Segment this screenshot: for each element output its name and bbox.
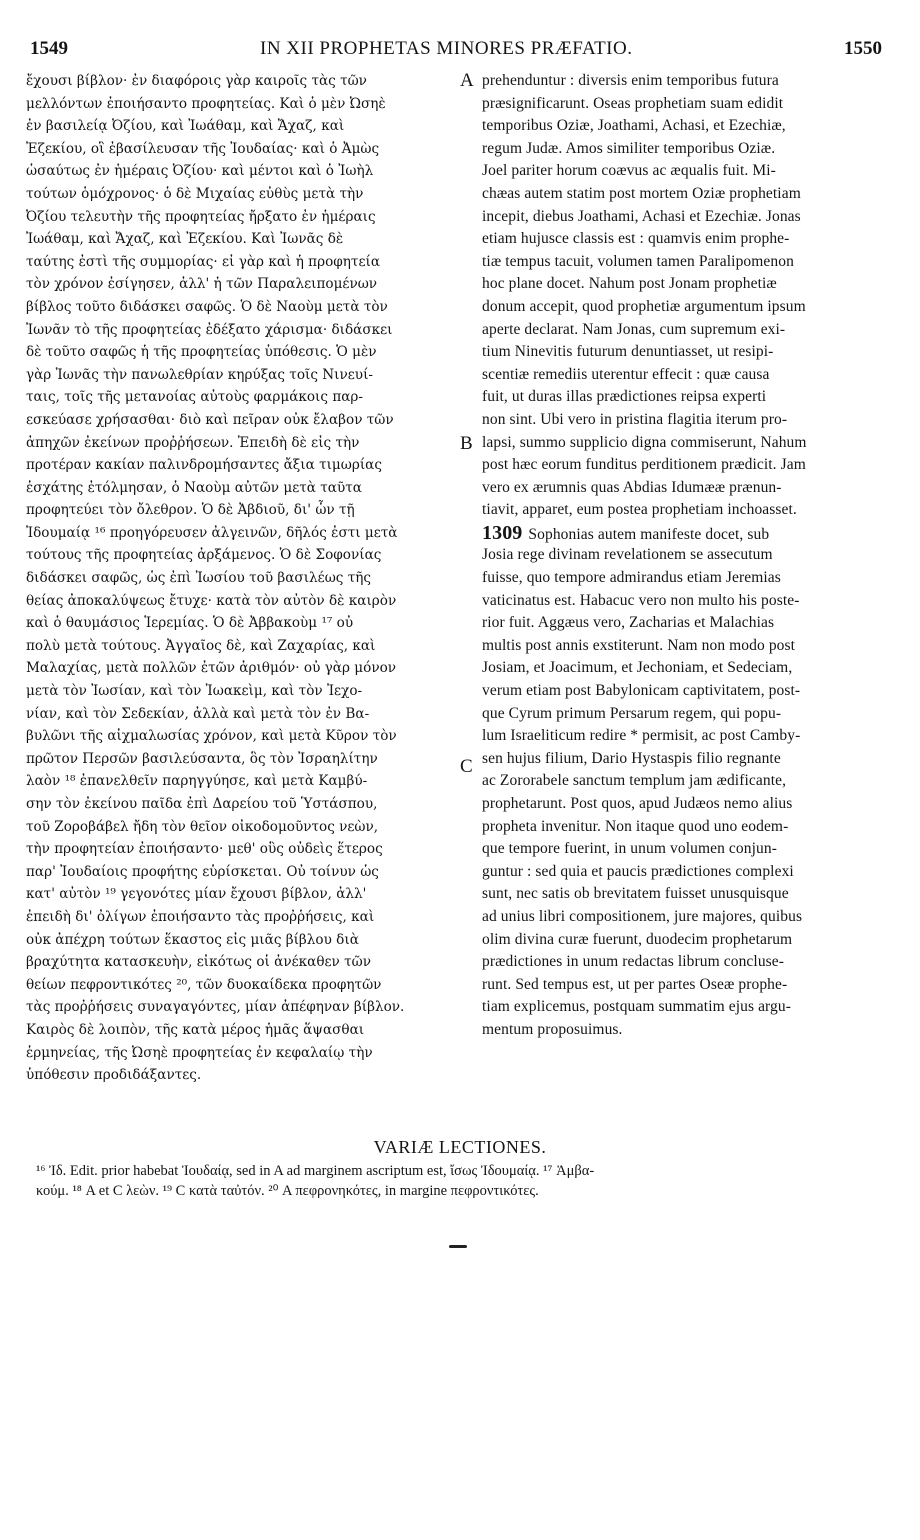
- latin-line: chæas autem statim post mortem Oziæ prophetiam: [482, 184, 801, 202]
- latin-line: guntur : sed quia et paucis prædictiones complexi: [482, 862, 794, 880]
- latin-line: tiam explicemus, postquam summatim ejus argu-: [482, 998, 791, 1016]
- latin-line: Josiam, et Joacimum, et Jechoniam, et Sedeciam,: [482, 659, 793, 677]
- page-number-right: 1550: [844, 38, 882, 59]
- greek-line: Ἰωάθαμ, καὶ Ἄχαζ, καὶ Ἐζεκίου. Καὶ Ἰωνᾶς δὲ: [26, 231, 344, 248]
- greek-line: δὲ τοῦτο σαφῶς ἡ τῆς προφητείας ὑπόθεσις. Ὁ μὲν: [26, 344, 377, 361]
- latin-line: ac Zororabele sanctum templum jam ædificante,: [482, 772, 787, 790]
- latin-line: tiavit, apparet, eum postea prophetiam inchoasset.: [482, 501, 797, 519]
- greek-line: σην τὸν ἐκείνου παῖδα ἐπὶ Δαρείου τοῦ Ὑστάσπου,: [26, 796, 378, 812]
- greek-line: πρῶτον Περσῶν βασιλεύσαντα, ὃς τὸν Ἰσραηλίτην: [26, 750, 378, 767]
- latin-line-text: Sophonias autem manifeste docet, sub: [528, 525, 770, 543]
- latin-line: multis post annis exstiterunt. Nam non modo post: [482, 636, 796, 654]
- latin-line: olim divina curæ fuerunt, duodecim prophetarum: [482, 930, 793, 948]
- running-title: IN XII PROPHETAS MINORES PRÆFATIO.: [260, 38, 633, 59]
- greek-line: Ἐζεκίου, οἳ ἐβασίλευσαν τῆς Ἰουδαίας· καὶ ὁ Ἀμὼς: [26, 140, 380, 157]
- greek-line: θείων πεφροντικότες ²⁰, τῶν δυοκαίδεκα προφητῶν: [26, 976, 382, 993]
- greek-line: τὴν προφητείαν ἐποιήσαντο· μεθ' οὓς οὐδεὶς ἕτερος: [26, 841, 383, 858]
- latin-line: præsignificarunt. Oseas prophetiam suam edidit: [482, 94, 784, 112]
- latin-line: que tempore fuerint, in unum volumen conjun-: [482, 840, 777, 858]
- latin-line: tium Ninevitis futurum denuntiasset, ut resipi-: [482, 343, 774, 361]
- greek-line: τὸν χρόνον ἐσίγησεν, ἀλλ' ἡ τῶν Παραλειπομένων: [26, 276, 378, 293]
- latin-line: fuit, ut duras illas prædictiones reipsa experti: [482, 388, 767, 406]
- latin-line: regum Judæ. Amos similiter temporibus Oziæ.: [482, 139, 776, 157]
- latin-line: prædictiones in unum redactas librum concluse-: [482, 953, 785, 971]
- greek-line: ἑρμηνείας, τῆς Ὠσηὲ προφητείας ἐν κεφαλαίῳ τὴν: [26, 1044, 373, 1061]
- greek-line: προφητεύει τὸν ὄλεθρον. Ὁ δὲ Ἀβδιοῦ, δι' ὧν τῇ: [26, 502, 355, 519]
- latin-line: fuisse, quo tempore admirandus etiam Jeremias: [482, 569, 781, 587]
- running-header: [30, 38, 882, 64]
- greek-line: τούτων ὁμόχρονος· ὁ δὲ Μιχαίας εὐθὺς μετὰ τὴν: [26, 185, 364, 202]
- page-number-left: 1549: [30, 38, 68, 59]
- greek-line: παρ' Ἰουδαίοις προφήτης εὑρίσκεται. Οὐ τοίνυν ὡς: [26, 863, 379, 880]
- latin-line: aperte declarat. Nam Jonas, cum supremum exi-: [482, 320, 786, 338]
- greek-line: Μαλαχίας, μετὰ πολλῶν ἐτῶν ἀριθμόν· οὐ γὰρ μόνον: [26, 660, 397, 677]
- greek-line: ἐν βασιλείᾳ Ὀζίου, καὶ Ἰωάθαμ, καὶ Ἄχαζ, καὶ: [26, 118, 345, 135]
- latin-line: scentiæ remediis uterentur effecit : quæ causa: [482, 365, 770, 383]
- latin-line: etiam hujusce classis est : quamvis enim prophe-: [482, 230, 790, 248]
- greek-line: Ἰδουμαίᾳ ¹⁶ προηγόρευσεν ἀλγεινῶν, δῆλός ἐστι μετὰ: [26, 524, 398, 541]
- greek-line: βραχύτητα κατασκευὴν, εἰκότως οἱ ἀνέκαθεν τῶν: [26, 954, 371, 971]
- latin-line: donum accepit, quod prophetiæ argumentum ipsum: [482, 297, 806, 315]
- latin-line: prehenduntur : diversis enim temporibus futura: [482, 72, 779, 89]
- latin-column: [482, 70, 882, 1042]
- greek-line: κατ' αὐτὸν ¹⁹ γεγονότες μίαν ἔχουσι βίβλον, ἀλλ': [26, 886, 367, 903]
- greek-line: ταις, τοῖς τῆς μετανοίας αὐτοὺς φαρμάκοις παρ-: [26, 389, 364, 406]
- latin-line: non sint. Ubi vero in pristina flagitia iterum pro-: [482, 410, 788, 428]
- section-number: 1309: [482, 521, 523, 544]
- greek-line: λαὸν ¹⁸ ἐπανελθεῖν παρηγγύησε, καὶ μετὰ Καμβύ-: [26, 773, 368, 790]
- greek-line: ὡσαύτως ἐν ἡμέραις Ὀζίου· καὶ μέντοι καὶ ὁ Ἰωὴλ: [26, 163, 374, 180]
- greek-line: Ὀζίου τελευτὴν τῆς προφητείας ἤρξατο ἐν ἡμέραις: [26, 208, 376, 225]
- variant-note-line: κούμ. ¹⁸ A et C λεὼν. ¹⁹ C κατὰ ταὐτόν. ²⁰ A πεφρονηκότες, in margine πεφροντικότες.: [36, 1183, 539, 1199]
- latin-line: hoc plane docet. Nahum post Jonam prophetiæ: [482, 275, 777, 293]
- greek-line: θείας ἀποκαλύψεως ἔτυχε· κατὰ τὸν αὐτὸν δὲ καιρὸν: [26, 592, 397, 609]
- end-ornament: [449, 1245, 467, 1248]
- greek-line: ἔχουσι βίβλον· ἐν διαφόροις γὰρ καιροῖς τὰς τῶν: [26, 73, 367, 89]
- latin-line: sunt, nec satis ob brevitatem fuisset unusquisque: [482, 885, 789, 903]
- greek-line: Ἰωνᾶν τὸ τῆς προφητείας ἐδέξατο χάρισμα· διδάσκει: [26, 321, 393, 338]
- greek-line: ἀπηχῶν ἐκείνων προῤῥήσεων. Ἐπειδὴ δὲ εἰς τὴν: [26, 434, 360, 451]
- latin-line: lum Israeliticum redire * permisit, ac post Camby-: [482, 727, 801, 745]
- greek-line: βίβλος τοῦτο διδάσκει σαφῶς. Ὁ δὲ Ναοὺμ μετὰ τὸν: [26, 298, 388, 315]
- greek-line: ἐπειδὴ δι' ὀλίγων ἐποιήσαντο τὰς προῤῥήσεις, καὶ: [26, 908, 375, 925]
- variae-lectiones-notes: [36, 1161, 886, 1201]
- latin-line: vero ex ærumnis quas Abdias Idumææ prænun-: [482, 478, 782, 496]
- margin-marker-a: A: [460, 70, 474, 91]
- greek-line: τούτους τῆς προφητείας ἀρξάμενος. Ὁ δὲ Σοφονίας: [26, 547, 382, 564]
- greek-line: τοῦ Ζοροβάβελ ἤδη τὸν θεῖον οἰκοδομοῦντος νεὼν,: [26, 818, 379, 835]
- latin-line: que Cyrum primum Persarum regem, qui popu-: [482, 704, 782, 722]
- latin-line: Josia rege divinam revelationem se assecutum: [482, 546, 773, 564]
- latin-line: rior fuit. Aggæus vero, Zacharias et Malachias: [482, 614, 775, 632]
- latin-line: Joel pariter horum coævus ac æqualis fuit. Mi-: [482, 162, 776, 180]
- latin-line: incepit, diebus Joathami, Achasi et Ezechiæ. Jonas: [482, 207, 801, 225]
- latin-line: tiæ tempus tacuit, volumen tamen Paralipomenon: [482, 252, 794, 270]
- greek-line: ἐσχάτης ἐτόλμησαν, ὁ Ναοὺμ αὐτῶν μετὰ ταῦτα: [26, 479, 362, 496]
- greek-line: ὑπόθεσιν προδιδάξαντες.: [26, 1067, 202, 1084]
- latin-line: lapsi, summo supplicio digna commiserunt, Nahum: [482, 433, 807, 451]
- greek-line: καὶ ὁ θαυμάσιος Ἱερεμίας. Ὁ δὲ Ἀββακοὺμ ¹⁷ οὐ: [26, 615, 354, 632]
- greek-line: πολὺ μετὰ τούτους. Ἀγγαῖος δὲ, καὶ Ζαχαρίας, καὶ: [26, 637, 376, 654]
- latin-line: verum etiam post Babylonicam captivitatem, post-: [482, 682, 801, 700]
- greek-line: προτέραν κακίαν παλινδρομήσαντες ἄξια τιμωρίας: [26, 457, 382, 474]
- variae-lectiones-title: VARIÆ LECTIONES.: [373, 1137, 547, 1157]
- greek-line: ταύτης ἐστὶ τῆς συμμορίας· εἰ γὰρ καὶ ἡ προφητεία: [26, 253, 381, 270]
- latin-line: prophetarunt. Post quos, apud Judæos nemo alius: [482, 795, 793, 812]
- margin-marker-c: C: [460, 756, 473, 777]
- greek-line: μετὰ τὸν Ἰωσίαν, καὶ τὸν Ἰωακεὶμ, καὶ τὸν Ἰεχο-: [26, 683, 363, 700]
- greek-line: μελλόντων ἐποιήσαντο προφητείας. Καὶ ὁ μὲν Ὠσηὲ: [26, 95, 386, 112]
- latin-line-with-section-number: [482, 522, 882, 545]
- greek-line: εσκεύασε χρήσασθαι· διὸ καὶ πεῖραν οὐκ ἔλαβον τῶν: [26, 411, 394, 428]
- latin-line: temporibus Oziæ, Joathami, Achasi, et Ezechiæ,: [482, 117, 786, 135]
- margin-marker-b: B: [460, 433, 473, 454]
- latin-line: runt. Sed tempus est, ut per partes Oseæ prophe-: [482, 975, 788, 993]
- latin-line: ad unius libri compositionem, jure majores, quibus: [482, 907, 803, 925]
- greek-line: βυλῶνι τῆς αἰχμαλωσίας χρόνον, καὶ μετὰ Κῦρον τὸν: [26, 728, 397, 745]
- latin-line: sen hujus filium, Dario Hystaspis filio regnante: [482, 749, 781, 767]
- greek-line: διδάσκει σαφῶς, ὡς ἐπὶ Ἰωσίου τοῦ βασιλέως τῆς: [26, 570, 372, 587]
- greek-line: τὰς προῤῥήσεις συναγαγόντες, μίαν ἀπέφηναν βίβλον.: [26, 999, 405, 1016]
- latin-line: post hæc eorum funditus perditionem prædicit. Jam: [482, 456, 806, 474]
- variant-note-line: ¹⁶ Ἰδ. Edit. prior habebat Ἰουδαίᾳ, sed in A ad marginem ascriptum est, ἴσως Ἰδουμαίᾳ. ¹⁷ Ἀμβα-: [36, 1163, 595, 1179]
- greek-line: νίαν, καὶ τὸν Σεδεκίαν, ἀλλὰ καὶ μετὰ τὸν ἐν Βα-: [26, 705, 370, 722]
- latin-line: propheta invenitur. Non itaque quod uno eodem-: [482, 817, 789, 835]
- latin-line: vaticinatus est. Habacuc vero non multo his poste-: [482, 591, 800, 609]
- greek-line: Καιρὸς δὲ λοιπὸν, τῆς κατὰ μέρος ἡμᾶς ἅψασθαι: [26, 1021, 365, 1038]
- greek-line: οὐκ ἀπέχρη τούτων ἕκαστος εἰς μιᾶς βίβλου διὰ: [26, 931, 359, 948]
- greek-line: γὰρ Ἰωνᾶς τὴν πανωλεθρίαν κηρύξας τοῖς Νινευί-: [26, 366, 373, 383]
- latin-line: mentum proposuimus.: [482, 1020, 623, 1038]
- greek-column: [26, 70, 456, 1087]
